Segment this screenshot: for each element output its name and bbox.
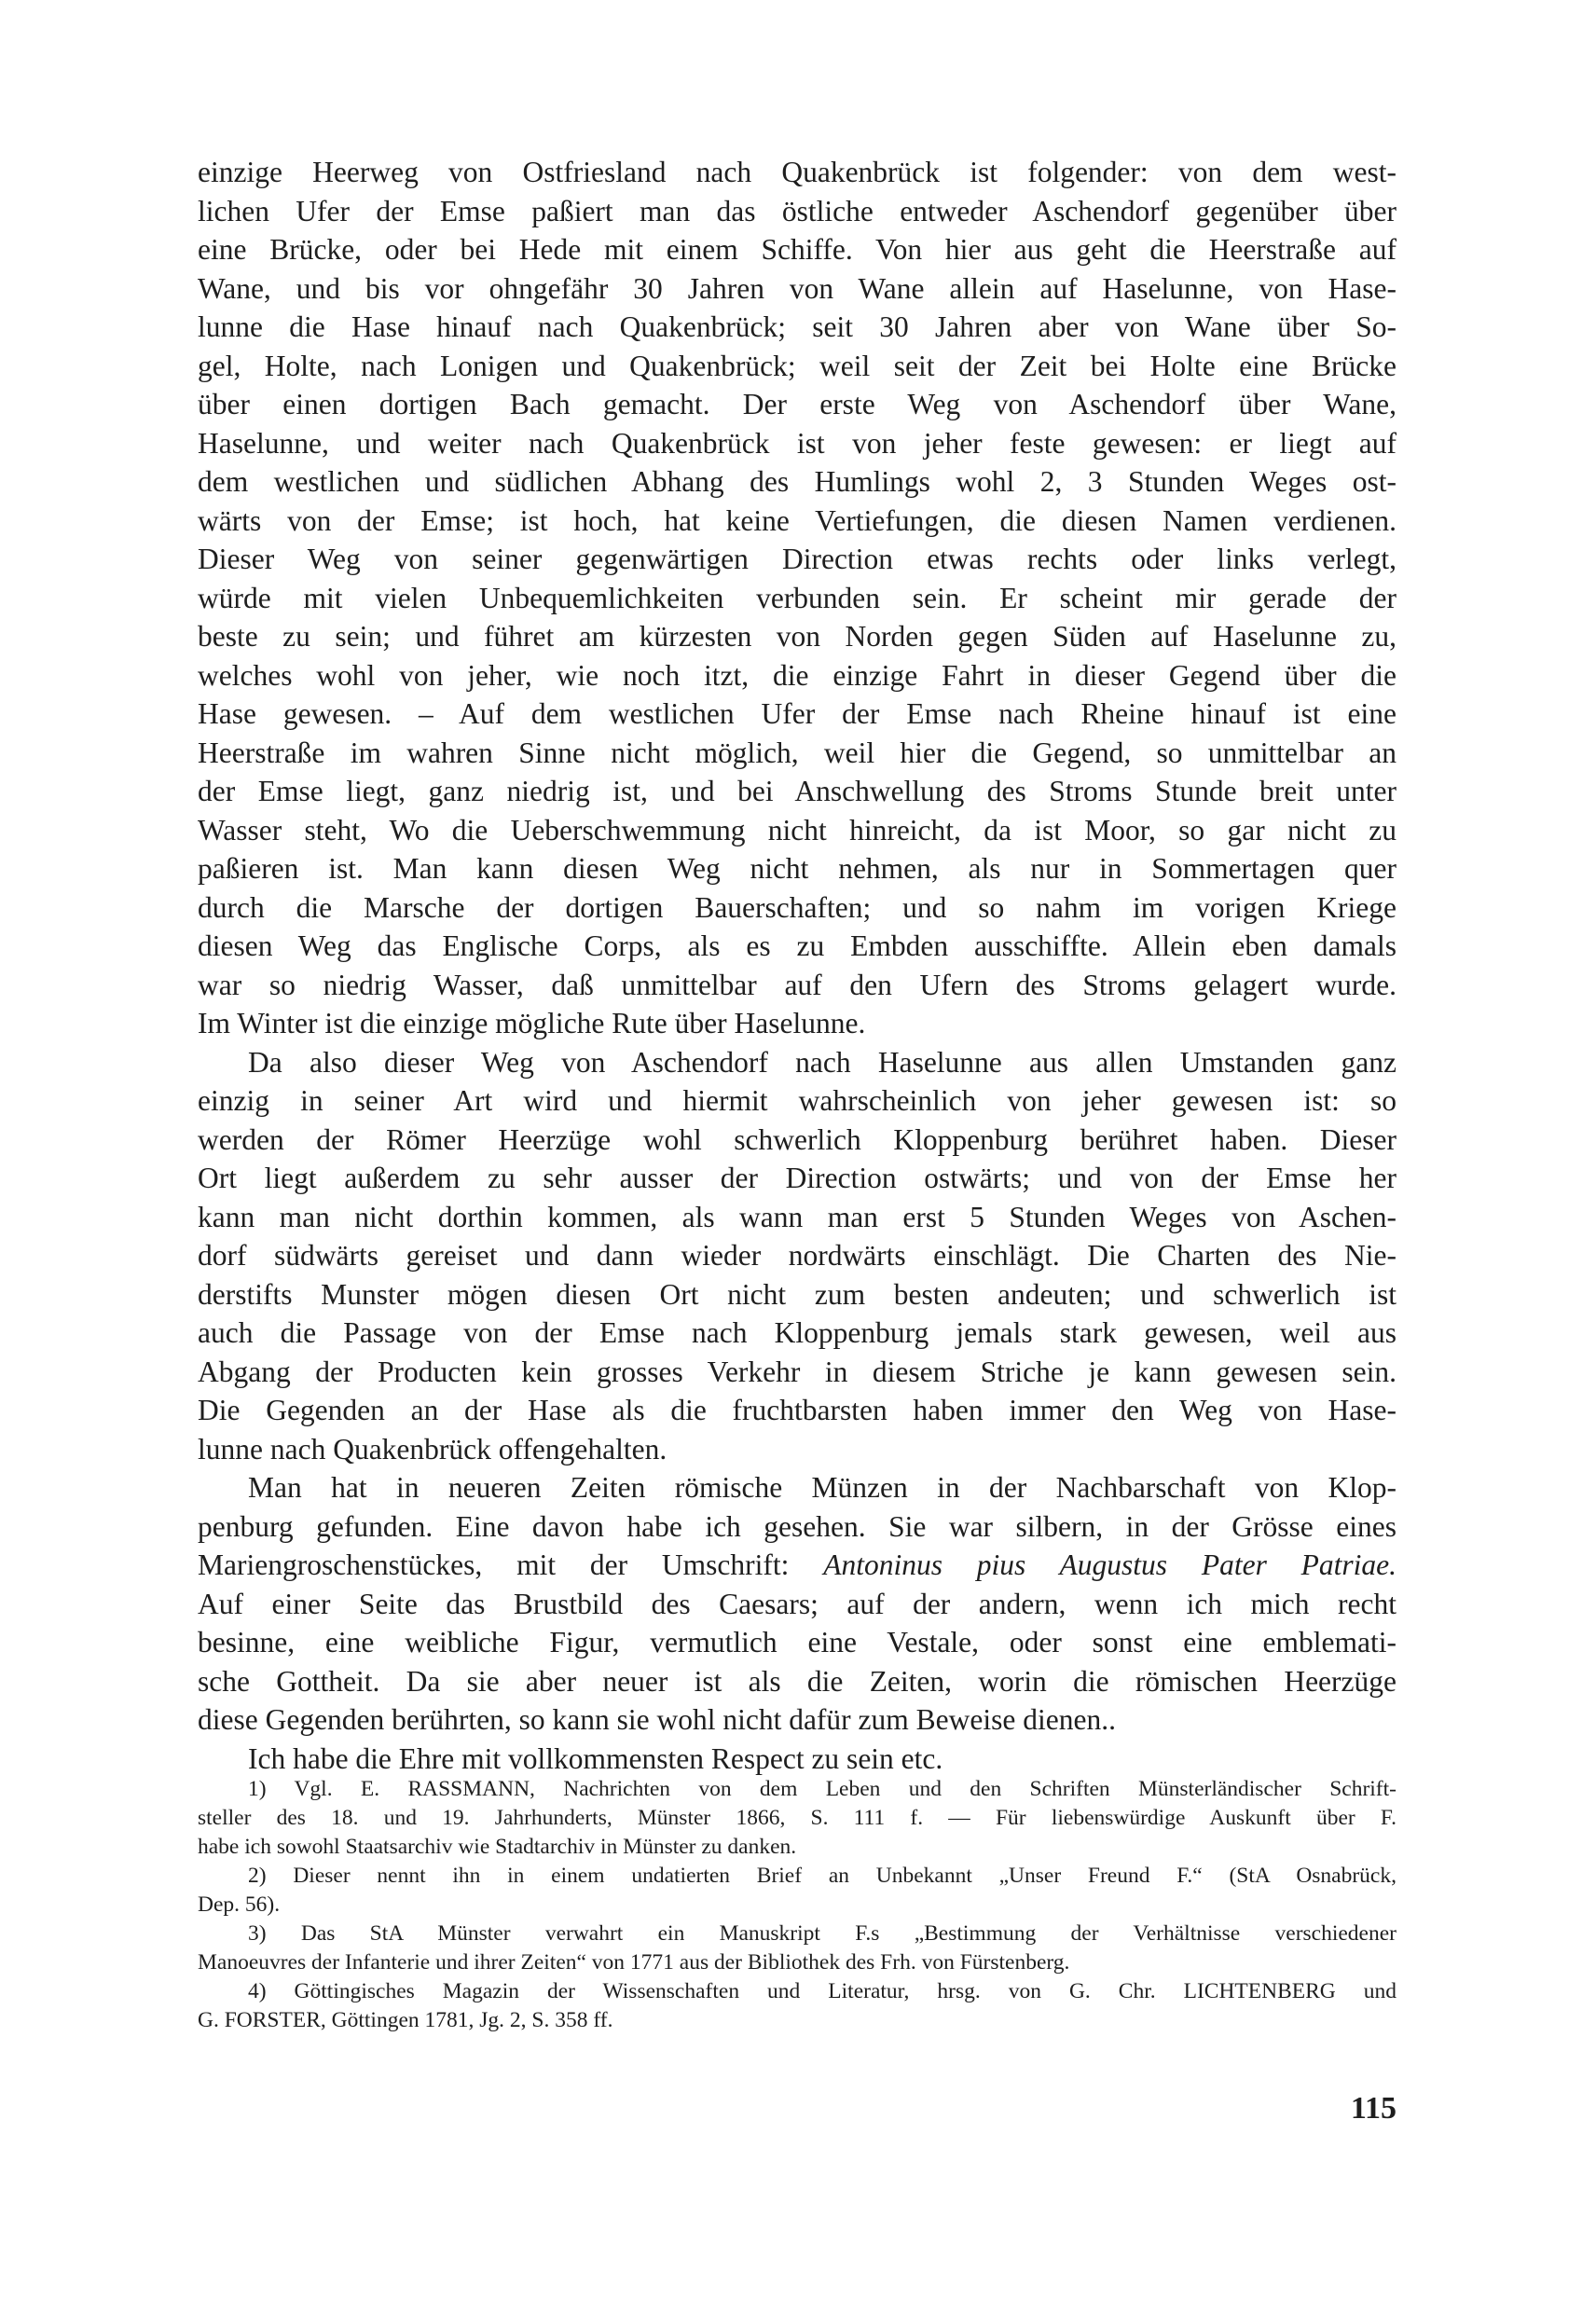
footnote-line: steller des 18. und 19. Jahrhunderts, Münster 1866, S. 111 f. — Für liebenswürdige Auskunft über F. — [198, 1806, 1396, 1830]
body-text — [198, 153, 1396, 1778]
text-line: Im Winter ist die einzige mögliche Rute über Haselunne. — [198, 1007, 866, 1039]
text-line: dorf südwärts gereiset und dann wieder nordwärts einschlägt. Die Charten des Nie- — [198, 1239, 1396, 1272]
text-line: Da also dieser Weg von Aschendorf nach Haselunne aus allen Umstanden ganz — [248, 1045, 1396, 1079]
text-line: auch die Passage von der Emse nach Kloppenburg jemals stark gewesen, weil aus — [198, 1316, 1396, 1349]
text-line: penburg gefunden. Eine davon habe ich gesehen. Sie war silbern, in der Grösse eines — [198, 1509, 1396, 1543]
text-line: Ich habe die Ehre mit vollkommensten Respect zu sein etc. — [248, 1741, 943, 1775]
text-line: Heerstraße im wahren Sinne nicht möglich, weil hier die Gegend, so unmittelbar an — [198, 736, 1396, 769]
text-line: beste zu sein; und führet am kürzesten von Norden gegen Süden auf Haselunne zu, — [198, 620, 1396, 653]
text-line: gel, Holte, nach Lonigen und Quakenbrück; weil seit der Zeit bei Holte eine Brücke — [198, 349, 1396, 382]
text-line: war so niedrig Wasser, daß unmittelbar auf den Ufern des Stroms gelagert wurde. — [198, 968, 1396, 1001]
text-line: Dieser Weg von seiner gegenwärtigen Direction etwas rechts oder links verlegt, — [198, 543, 1396, 575]
text-line: einzige Heerweg von Ostfriesland nach Quakenbrück ist folgender: von dem west- — [198, 156, 1396, 188]
text-line: sche Gottheit. Da sie aber neuer ist als die Zeiten, worin die römischen Heerzüge — [198, 1664, 1396, 1698]
text-line: einzig in seiner Art wird und hiermit wahrscheinlich von jeher gewesen ist: so — [198, 1084, 1396, 1117]
text-line: Hase gewesen. – Auf dem westlichen Ufer der Emse nach Rheine hinauf ist eine — [198, 697, 1396, 730]
text-line: Mariengroschenstückes, mit der Umschrift: Antoninus pius Augustus Pater Patriae. — [198, 1548, 1396, 1581]
footnote-line: 2) Dieser nennt ihn in einem undatierten Brief an Unbekannt „Unser Freund F.“ (StA Osnabrück, — [248, 1864, 1396, 1888]
footnote-line: 1) Vgl. E. RASSMANN, Nachrichten von dem Leben und den Schriften Münsterländischer Schrift- — [248, 1777, 1396, 1801]
text-line: derstifts Munster mögen diesen Ort nicht zum besten andeuten; und schwerlich ist — [198, 1277, 1396, 1311]
text-line: dem westlichen und südlichen Abhang des Humlings wohl 2, 3 Stunden Weges ost- — [198, 465, 1396, 498]
text-line: lichen Ufer der Emse paßiert man das östliche entweder Aschendorf gegenüber über — [198, 194, 1396, 227]
text-line: der Emse liegt, ganz niedrig ist, und bei Anschwellung des Stroms Stunde breit unter — [198, 775, 1396, 807]
footnote-line: habe ich sowohl Staatsarchiv wie Stadtarchiv in Münster zu danken. — [198, 1835, 797, 1859]
text-line: über einen dortigen Bach gemacht. Der erste Weg von Aschendorf über Wane, — [198, 388, 1396, 420]
footnote-line: Dep. 56). — [198, 1892, 281, 1917]
text-line: werden der Römer Heerzüge wohl schwerlich Kloppenburg berühret haben. Dieser — [198, 1122, 1396, 1156]
footnote-line: G. FORSTER, Göttingen 1781, Jg. 2, S. 358 ff. — [198, 2008, 613, 2032]
text-line: lunne die Hase hinauf nach Quakenbrück; seit 30 Jahren aber von Wane über So- — [198, 310, 1396, 343]
text-line: lunne nach Quakenbrück offengehalten. — [198, 1432, 667, 1466]
footnotes — [198, 1775, 1396, 2035]
text-line: diesen Weg das Englische Corps, als es zu Embden ausschiffte. Allein eben damals — [198, 929, 1396, 962]
text-line: Auf einer Seite das Brustbild des Caesars; auf der andern, wenn ich mich recht — [198, 1587, 1396, 1620]
text-line: durch die Marsche der dortigen Bauerschaften; und so nahm im vorigen Kriege — [198, 890, 1396, 924]
text-line: Die Gegenden an der Hase als die fruchtbarsten haben immer den Weg von Hase- — [198, 1394, 1396, 1426]
text-line: paßieren ist. Man kann diesen Weg nicht nehmen, als nur in Sommertagen quer — [198, 852, 1396, 885]
coin-inscription: Antoninus pius Augustus Pater Patriae. — [823, 1548, 1396, 1581]
text-line: würde mit vielen Unbequemlichkeiten verbunden sein. Er scheint mir gerade der — [198, 581, 1396, 614]
footnote-line: 3) Das StA Münster verwahrt ein Manuskript F.s „Bestimmung der Verhältnisse verschiedener — [248, 1921, 1396, 1946]
text-line: Abgang der Producten kein grosses Verkehr in diesem Striche je kann gewesen sein. — [198, 1355, 1396, 1388]
text-line: Ort liegt außerdem zu sehr ausser der Direction ostwärts; und von der Emse her — [198, 1162, 1396, 1194]
text-line: kann man nicht dorthin kommen, als wann man erst 5 Stunden Weges von Aschen- — [198, 1200, 1396, 1233]
text-line: wärts von der Emse; ist hoch, hat keine Vertiefungen, die diesen Namen verdienen. — [198, 503, 1396, 537]
text-line: Man hat in neueren Zeiten römische Münzen in der Nachbarschaft von Klop- — [248, 1471, 1396, 1504]
text-line: eine Brücke, oder bei Hede mit einem Schiffe. Von hier aus geht die Heerstraße auf — [198, 233, 1396, 266]
text-line: welches wohl von jeher, wie noch itzt, die einzige Fahrt in dieser Gegend über die — [198, 658, 1396, 692]
text-line: diese Gegenden berührten, so kann sie wohl nicht dafür zum Beweise dienen.. — [198, 1703, 1116, 1736]
text-line: Haselunne, und weiter nach Quakenbrück ist von jeher feste gewesen: er liegt auf — [198, 426, 1396, 460]
page-number: 115 — [1350, 2091, 1396, 2126]
text-line: Wasser steht, Wo die Ueberschwemmung nicht hinreicht, da ist Moor, so gar nicht zu — [198, 813, 1396, 846]
text-line: besinne, eine weibliche Figur, vermutlich eine Vestale, oder sonst eine emblemati- — [198, 1626, 1396, 1658]
text-line: Wane, und bis vor ohngefähr 30 Jahren von Wane allein auf Haselunne, von Hase- — [198, 271, 1396, 305]
footnote-line: Manoeuvres der Infanterie und ihrer Zeiten“ von 1771 aus der Bibliothek des Frh. von Fürstenberg. — [198, 1950, 1070, 1975]
footnote-line: 4) Göttingisches Magazin der Wissenschaften und Literatur, hrsg. von G. Chr. LICHTENBERG und — [248, 1979, 1396, 2003]
